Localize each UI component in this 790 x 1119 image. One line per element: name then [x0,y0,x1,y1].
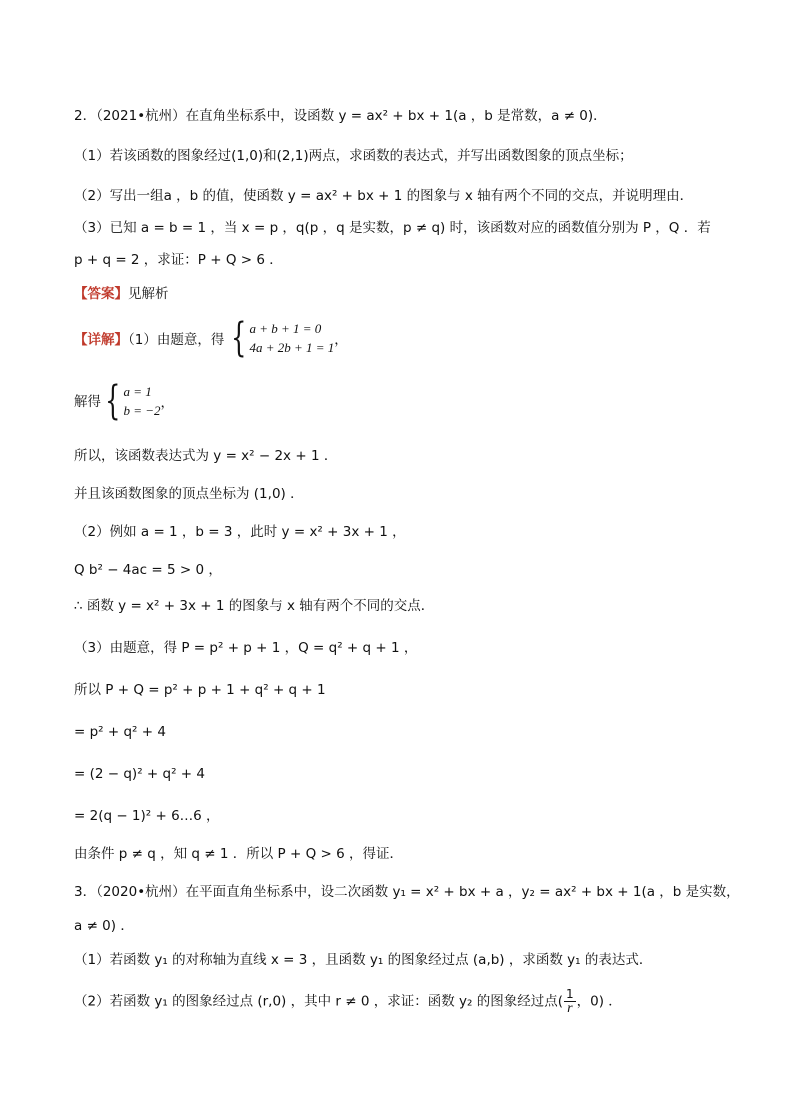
detail-tag: 【详解】 [74,332,128,348]
solution-line-10: = 2(q − 1)² + 6…6 ， [74,808,220,824]
system2-eq1: a = 1 [123,384,152,399]
system2-eq2: b = −2 [123,403,161,418]
solution-line-3: （2）例如 a = 1 ，b = 3 ，此时 y = x² + 3x + 1 ， [74,524,406,540]
q3-part2-text: （2）若函数 y₁ 的图象经过点 (r,0) ，其中 r ≠ 0 ，求证：函数 y₂ 的图象经过点( [74,993,563,1010]
solution-line-9: = (2 − q)² + q² + 4 [74,766,205,782]
detail-line [74,330,750,350]
solution-line-1: 所以，该函数表达式为 y = x² − 2x + 1 ． [74,448,338,464]
q2-part1: （1）若该函数的图象经过(1,0)和(2,1)两点，求函数的表达式，并写出函数图象的顶点坐标； [74,148,633,164]
brace-icon: { [105,378,121,424]
q3-part2-tail: ，0) ． [576,993,622,1010]
solution-line-6: （3）由题意，得 P = p² + p + 1 ，Q = q² + q + 1 ， [74,640,418,656]
system1-eq2: 4a + 2b + 1 = 1 [249,340,335,355]
q2-part3-line1: （3）已知 a = b = 1 ，当 x = p ，q(p ，q 是实数，p ≠ q) 时，该函数对应的函数值分别为 P ，Q ．若 [74,220,711,236]
solution-line-7: 所以 P + Q = p² + p + 1 + q² + q + 1 [74,682,326,698]
answer-text: 见解析 [128,286,169,302]
solution-line-5: ∴ 函数 y = x² + 3x + 1 的图象与 x 轴有两个不同的交点． [74,598,435,614]
q2-part3-line2: p + q = 2 ，求证：P + Q > 6 ． [74,252,283,268]
fraction-one-over-r [564,988,576,1015]
fraction-denominator: r [567,1001,573,1016]
answer-line [74,284,750,304]
q3-part2 [74,988,750,1015]
solution-line-4: Q b² − 4ac = 5 > 0 ， [74,562,222,578]
q3-stem-line2: a ≠ 0) ． [74,918,134,934]
solve-prefix: 解得 [74,394,101,410]
solution-line-8: = p² + q² + 4 [74,724,166,740]
answer-tag: 【答案】 [74,286,128,302]
q2-stem: 2．（2021•杭州）在直角坐标系中，设函数 y = ax² + bx + 1(a ，b 是常数，a ≠ 0)． [74,108,607,124]
system1-eq1: a + b + 1 = 0 [249,321,322,336]
brace-icon: { [231,315,247,361]
q3-stem-line1: 3．（2020•杭州）在平面直角坐标系中，设二次函数 y₁ = x² + bx + a ，y₂ = ax² + bx + 1(a ，b 是实数， [74,884,740,900]
fraction-numerator: 1 [566,987,574,1001]
system1-tail: ， [334,332,348,348]
detail-intro: （1）由题意，得 [128,332,225,348]
solution-line-11: 由条件 p ≠ q ，知 q ≠ 1 ．所以 P + Q > 6 ，得证． [74,846,403,862]
equation-system-1 [226,315,348,361]
q3-part1: （1）若函数 y₁ 的对称轴为直线 x = 3 ，且函数 y₁ 的图象经过点 (a,b) ，求函数 y₁ 的表达式． [74,952,653,968]
solution-line-2: 并且该函数图象的顶点坐标为 (1,0) ． [74,486,304,502]
equation-system-2 [100,378,174,424]
system2-tail: ， [160,395,174,411]
q2-part2: （2）写出一组a ，b 的值，使函数 y = ax² + bx + 1 的图象与 x 轴有两个不同的交点，并说明理由． [74,188,694,204]
